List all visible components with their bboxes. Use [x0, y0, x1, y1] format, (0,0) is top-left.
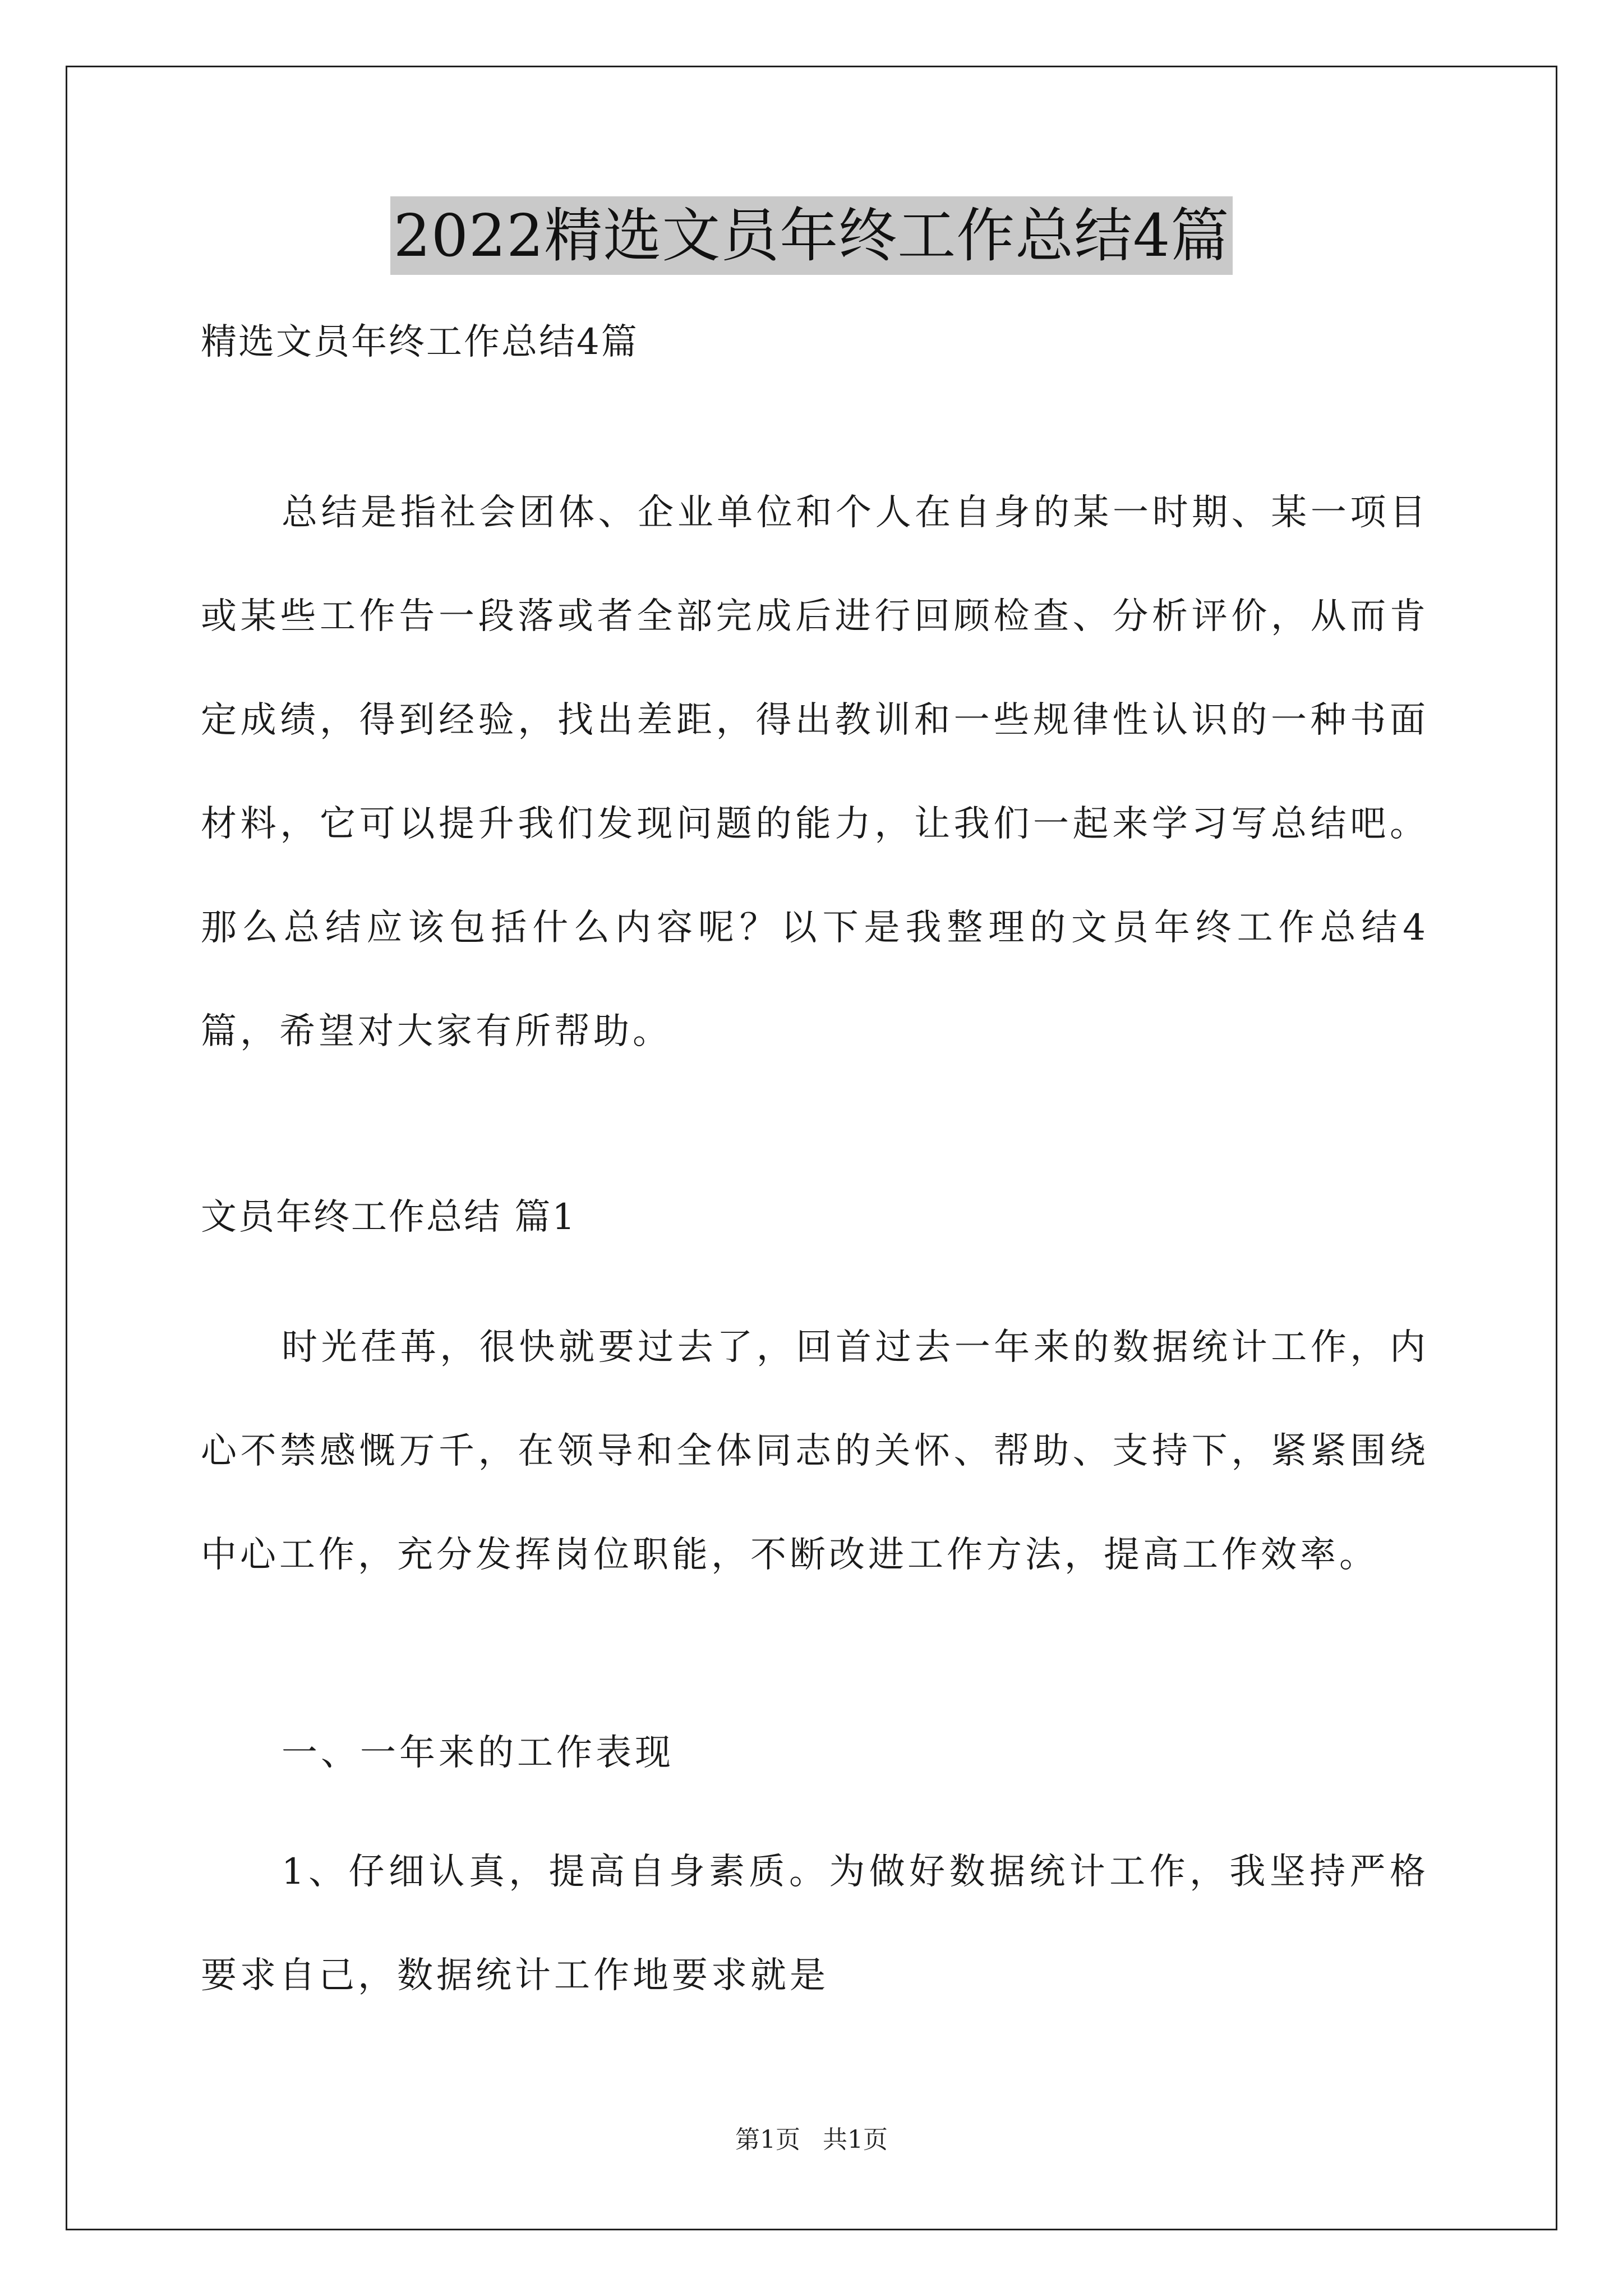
- page-total: 共1页: [823, 2125, 888, 2154]
- page-footer: [0, 2123, 1623, 2157]
- subheading-work-performance: 一、一年来的工作表现: [282, 1732, 674, 1774]
- intro-paragraph: 总结是指社会团体、企业单位和个人在自身的某一时期、某一项目或某些工作告一段落或者全部完成后进行回顾检查、分析评价，从而肯定成绩，得到经验，找出差距，得出教训和一些规律性认识的一种书面材料，它可以提升我们发现问题的能力，让我们一起来学习写总结吧。那么总结应该包括什么内容呢？以下是我整理的文员年终工作总结4篇，希望对大家有所帮助。: [201, 492, 1429, 1052]
- section-heading-1: 文员年终工作总结 篇1: [201, 1197, 577, 1238]
- page-number: 第1页: [735, 2125, 800, 2154]
- point1-paragraph: 1、仔细认真，提高自身素质。为做好数据统计工作，我坚持严格要求自己，数据统计工作地要求就是: [201, 1851, 1429, 1996]
- section1-paragraph: 时光荏苒，很快就要过去了，回首过去一年来的数据统计工作，内心不禁感慨万千，在领导和全体同志的关怀、帮助、支持下，紧紧围绕中心工作，充分发挥岗位职能，不断改进工作方法，提高工作效率。: [201, 1327, 1429, 1576]
- title-container: [0, 196, 1623, 275]
- document-subtitle: 精选文员年终工作总结4篇: [201, 321, 639, 363]
- document-title: 2022精选文员年终工作总结4篇: [390, 196, 1233, 275]
